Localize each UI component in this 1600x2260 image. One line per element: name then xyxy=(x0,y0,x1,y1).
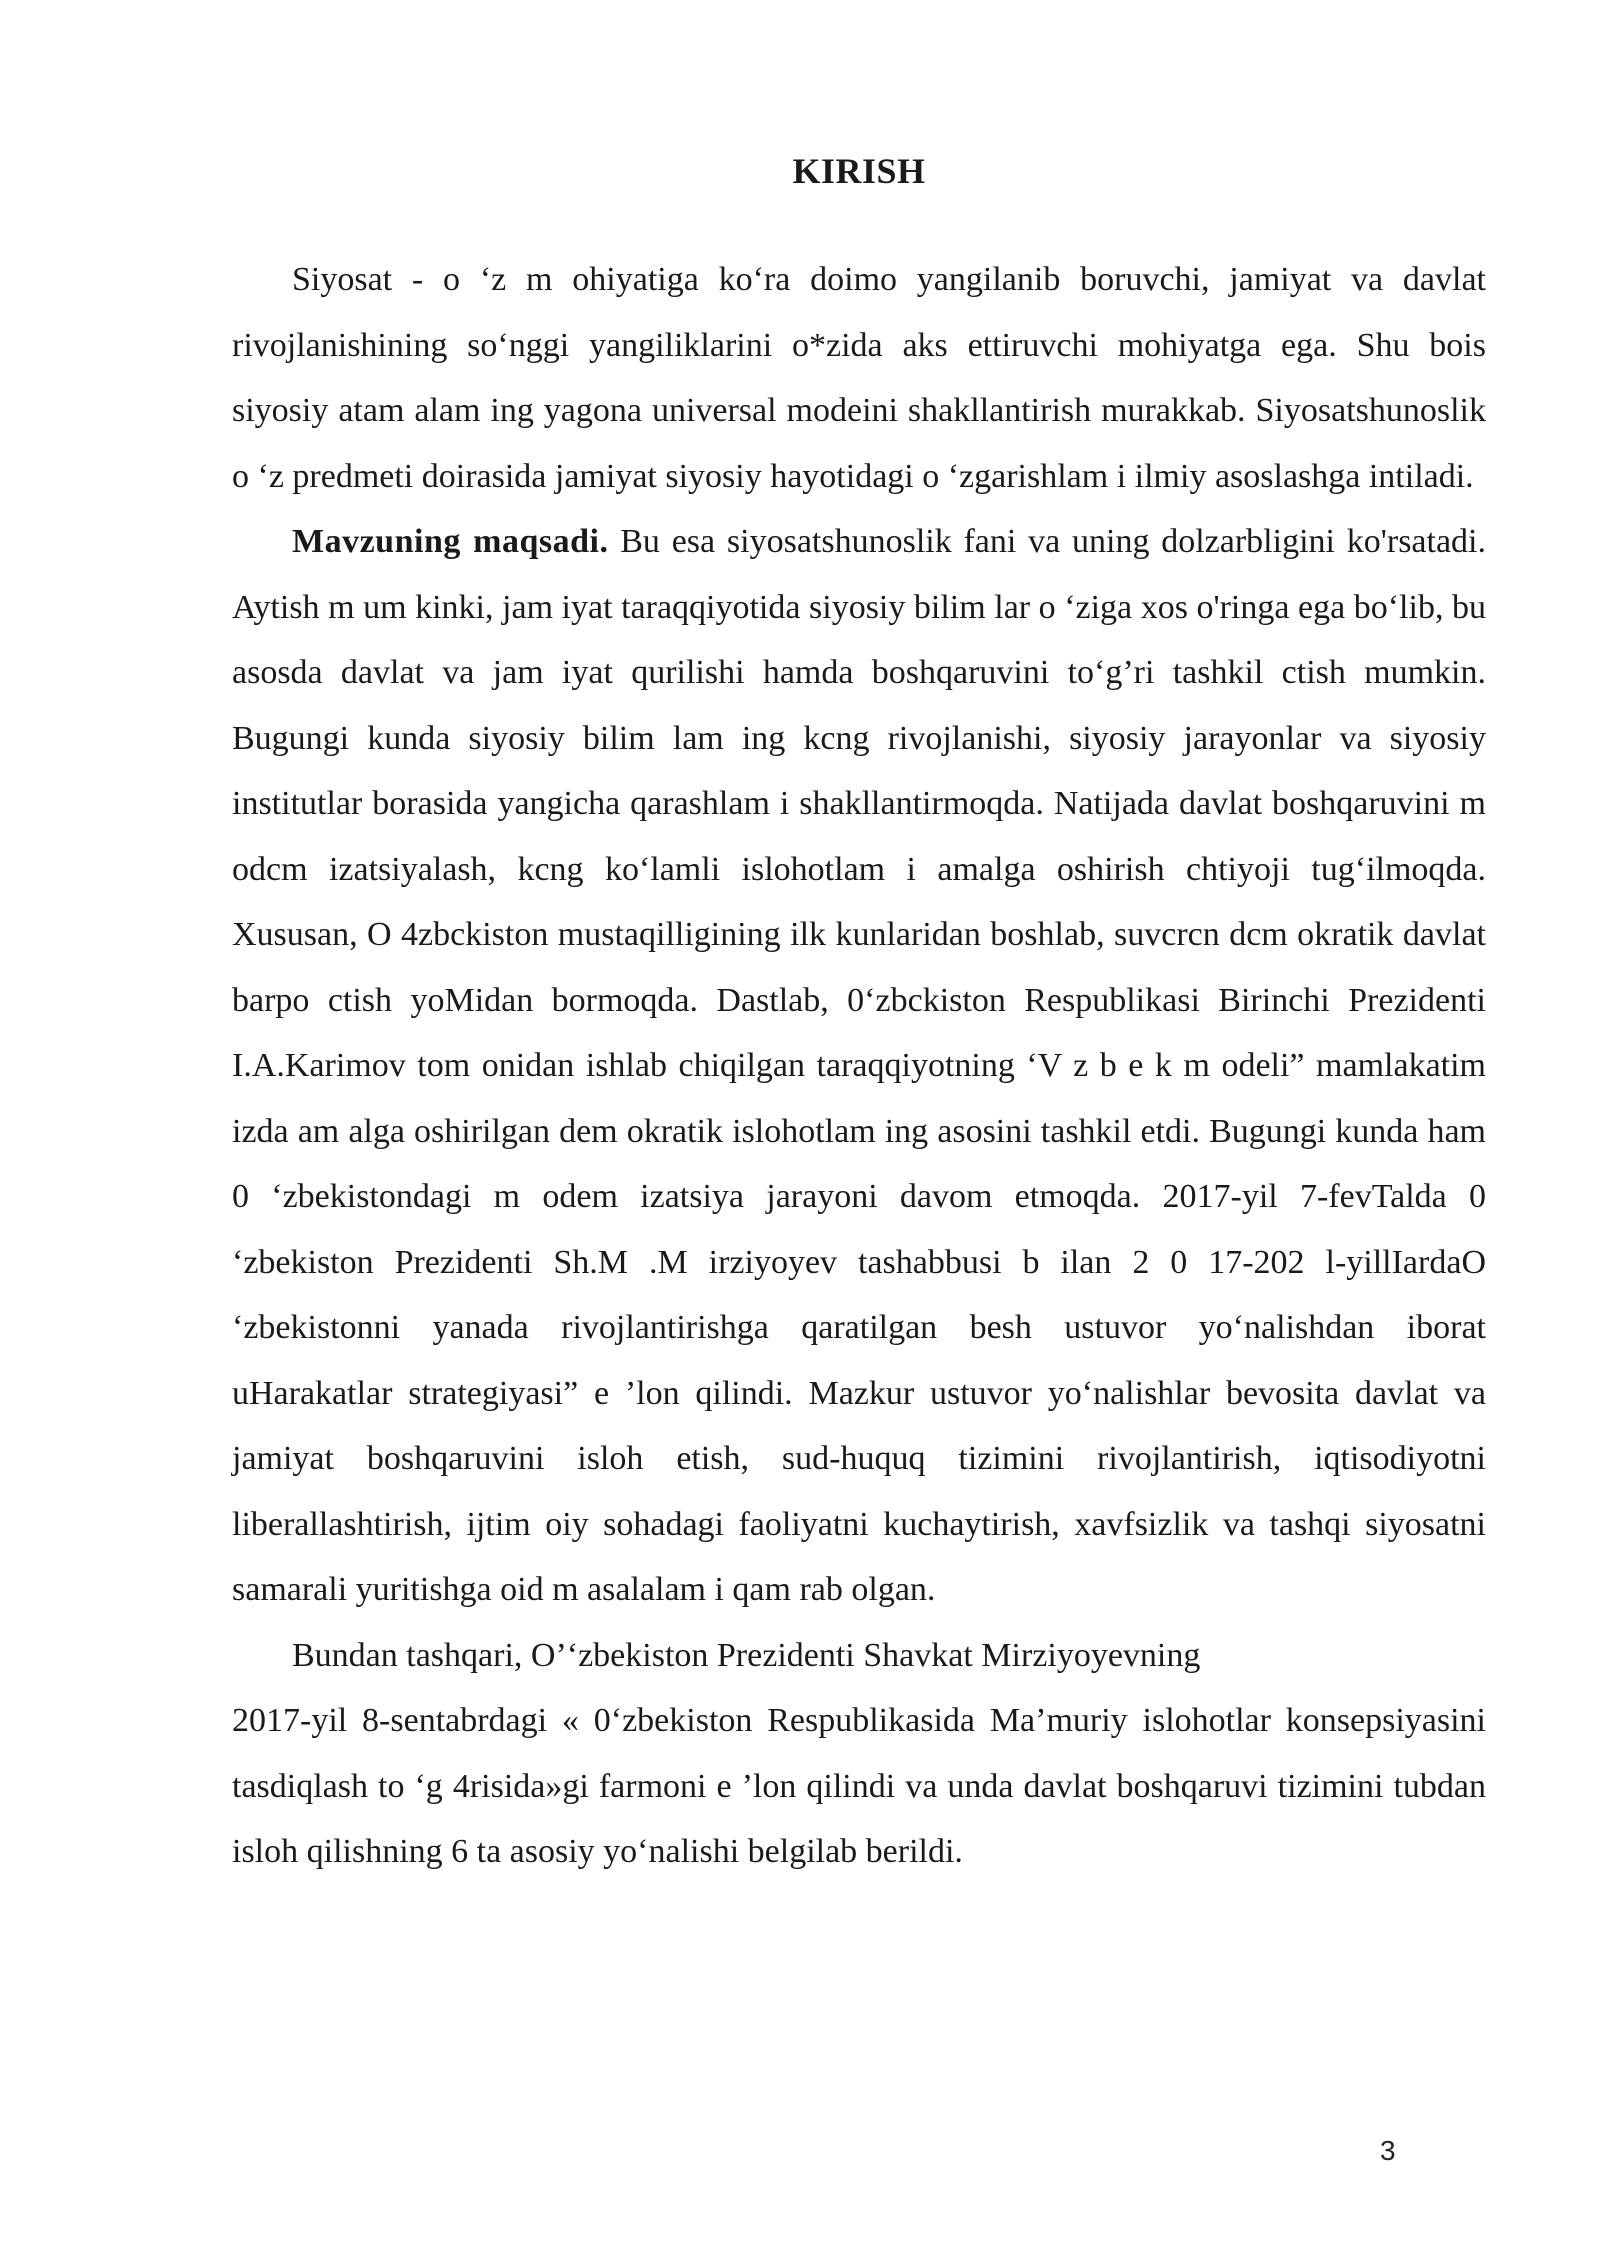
page-number: 3 xyxy=(1380,2135,1396,2166)
paragraph-text: Bu esa siyosatshunoslik fani va uning dolzarbligini ko'rsatadi. Aytish m um kinki, jam iyat taraqqiyotida siyosiy bilim lar o ‘ziga xos o'ringa ega bo‘lib, bu asosda davlat va jam iyat qurilishi hamda boshqaruvini to‘g’ri tashkil ctish mumkin. Bugungi kunda siyosiy bilim lam ing kcng rivojlanishi, siyosiy jarayonlar va siyosiy institutlar borasida yangicha qarashlam i shakllantirmoqda. Natijada davlat boshqaruvini m odcm izatsiyalash, kcng ko‘lamli islohotlam i amalga oshirish chtiyoji tug‘ilmoqda. Xususan, O 4zbckiston mustaqilligining ilk kunlaridan boshlab, suvcrcn dcm okratik davlat barpo ctish yoMidan bormoqda. Dastlab, 0‘zbckiston Respublikasi Birinchi Prezidenti I.A.Karimov tom onidan ishlab chiqilgan taraqqiyotning ‘V z b e k m odeli” mamlakatim izda am alga oshirilgan dem okratik islohotlam ing asosini tashkil etdi. Bugungi kunda ham 0 ‘zbekistondagi m odem izatsiya jarayoni davom etmoqda. 2017-yil 7-fevTalda 0 ‘zbekiston Prezidenti Sh.M .M irziyoyev tashabbusi b ilan 2 0 17-202 l-yillIardaO ‘zbekistonni yanada rivojlantirishga qaratilgan besh ustuvor yo‘nalishdan iborat uHarakatlar strategiyasi” e ’lon qilindi. Mazkur ustuvor yo‘nalishlar bevosita davlat va jamiyat boshqaruvini isloh etish, sud-huquq tizimini rivojlantirish, iqtisodiyotni liberallashtirish, ijtim oiy sohadagi faoliyatni kuchaytirish, xavfsizlik va tashqi siyosatni samarali yuritishga oid m asalalam i qam rab olgan. xyxy=(232,523,1486,1608)
document-title: KIRISH xyxy=(792,151,926,191)
paragraph-text: Bundan tashqari, O’‘zbekiston Prezidenti Shavkat Mirziyoyevning xyxy=(292,1636,1201,1674)
paragraph-decree xyxy=(232,1688,1486,1885)
paragraph-lead: Mavzuning maqsadi. xyxy=(292,523,609,560)
paragraph-additionally xyxy=(232,1623,1486,1689)
paragraph-goal xyxy=(232,509,1486,1623)
paragraph-text: Siyosat - o ‘z m ohiyatiga ko‘ra doimo yangilanib boruvchi, jamiyat va davlat rivojlanishining so‘nggi yangiliklarini o*zida aks ettiruvchi mohiyatga ega. Shu bois siyosiy atam alam ing yagona universal modeini shakllantirish murakkab. Siyosatshunoslik o ‘z predmeti doirasida jamiyat siyosiy hayotidagi o ‘zgarishlam i ilmiy asoslashga intiladi. xyxy=(232,261,1486,495)
document-page xyxy=(232,150,1486,1885)
paragraph-text: 2017-yil 8-sentabrdagi « 0‘zbekiston Respublikasida Ma’muriy islohotlar konsepsiyasini tasdiqlash to ‘g 4risida»gi farmoni e ’lon qilindi va unda davlat boshqaruvi tizimini tubdan isloh qilishning 6 ta asosiy yo‘nalishi belgilab berildi. xyxy=(232,1702,1486,1870)
paragraph-intro xyxy=(232,247,1486,509)
